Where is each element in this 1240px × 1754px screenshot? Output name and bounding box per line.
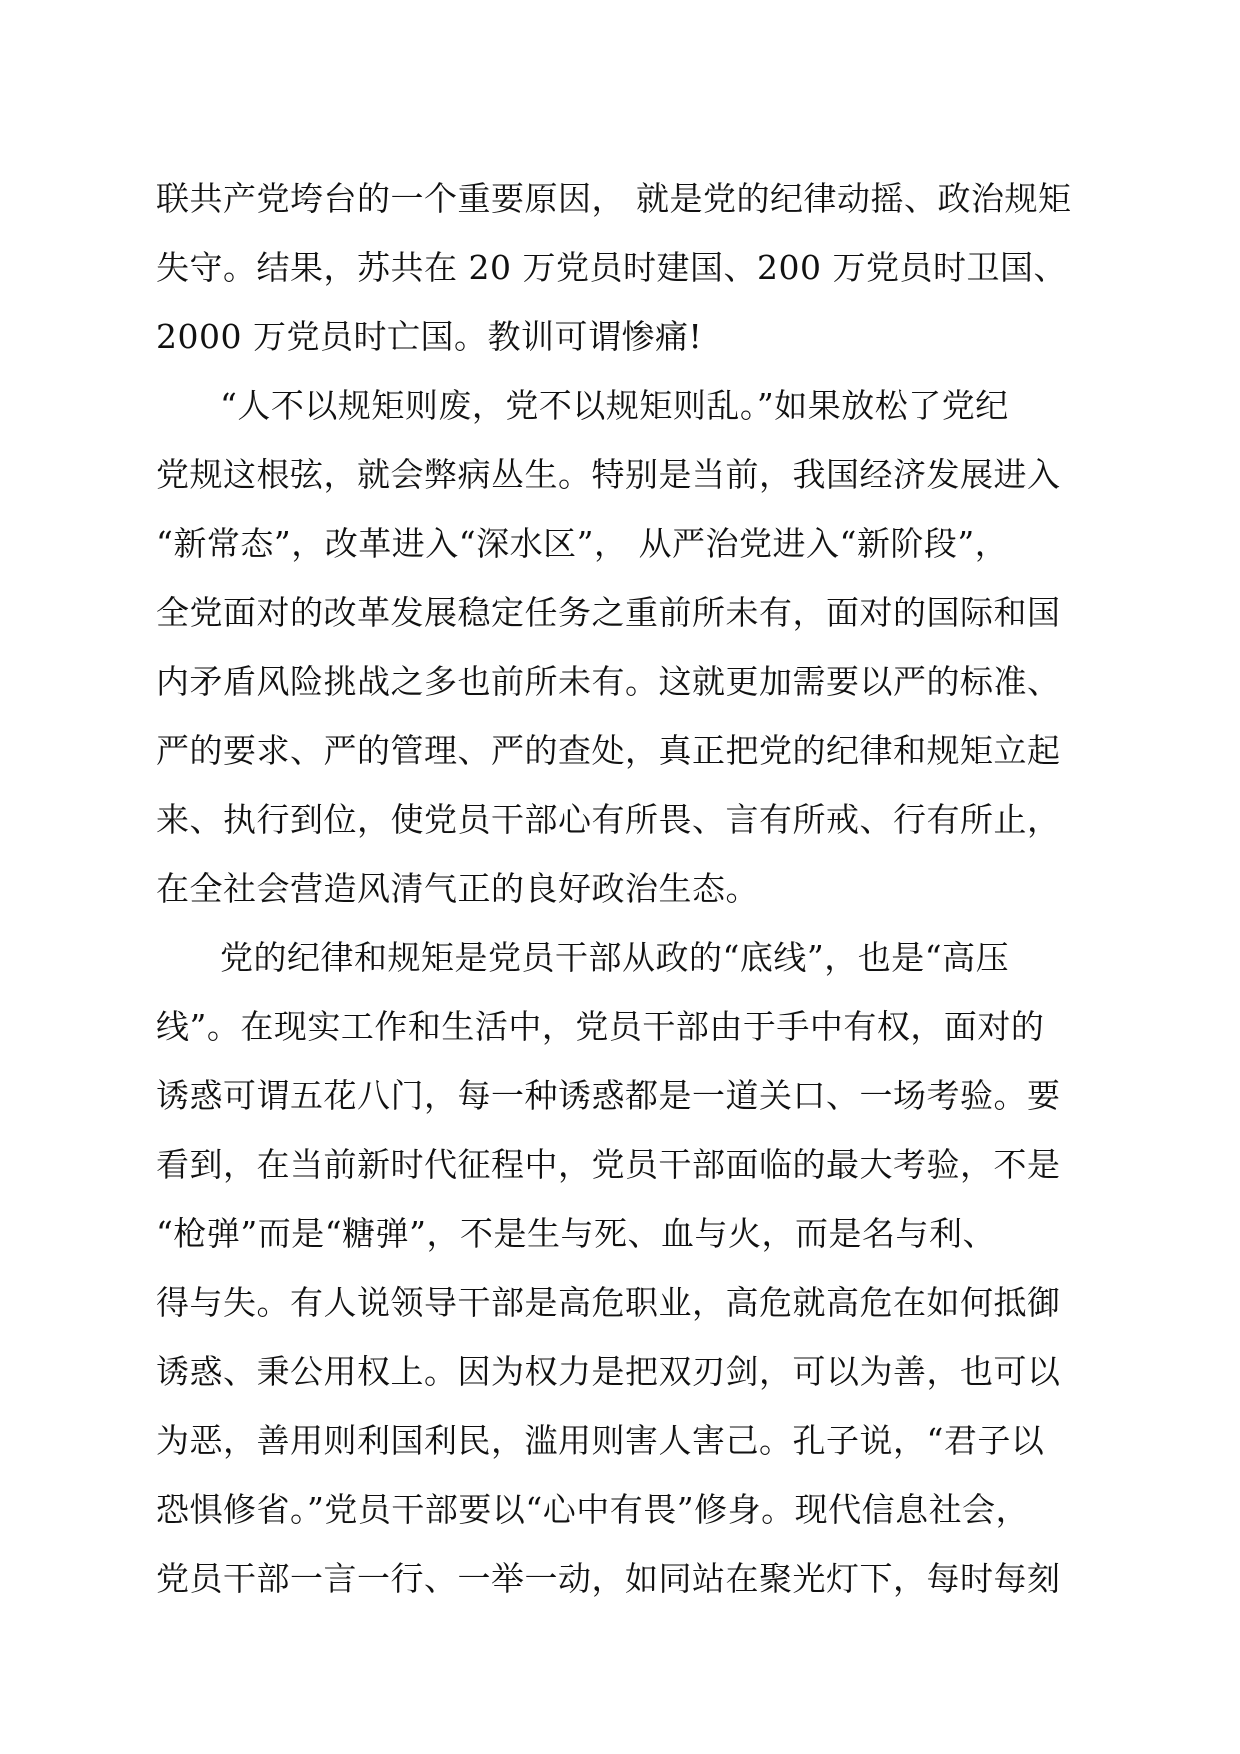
text-line: 来、执行到位，使党员干部心有所畏、言有所戒、行有所止， — [156, 800, 1061, 839]
text-line: 2000 万党员时亡国。教训可谓惨痛! — [156, 317, 703, 356]
text-line: 全党面对的改革发展稳定任务之重前所未有，面对的国际和国 — [156, 593, 1061, 632]
text-line: 失守。结果，苏共在 20 万党员时建国、200 万党员时卫国、 — [156, 248, 1067, 287]
text-line: “人不以规矩则废，党不以规矩则乱。”如果放松了党纪 — [220, 386, 1009, 425]
text-line: 党员干部一言一行、一举一动，如同站在聚光灯下，每时每刻 — [156, 1559, 1061, 1598]
text-line: 在全社会营造风清气正的良好政治生态。 — [156, 869, 759, 908]
text-line: “枪弹”而是“糖弹”，不是生与死、血与火，而是名与利、 — [156, 1214, 996, 1253]
text-line: 为恶，善用则利国利民，滥用则害人害己。孔子说，“君子以 — [156, 1421, 1045, 1460]
text-line: 恐惧修省。”党员干部要以“心中有畏”修身。现代信息社会， — [156, 1490, 1030, 1529]
text-line: 得与失。有人说领导干部是高危职业，高危就高危在如何抵御 — [156, 1283, 1061, 1322]
text-line: 党规这根弦，就会弊病丛生。特别是当前，我国经济发展进入 — [156, 455, 1061, 494]
text-line: 党的纪律和规矩是党员干部从政的“底线”，也是“高压 — [220, 938, 1010, 977]
text-line: 内矛盾风险挑战之多也前所未有。这就更加需要以严的标准、 — [156, 662, 1061, 701]
text-line: 线”。在现实工作和生活中，党员干部由于手中有权，面对的 — [156, 1007, 1045, 1046]
text-line: 联共产党垮台的一个重要原因， 就是党的纪律动摇、政治规矩 — [156, 179, 1072, 218]
text-line: 严的要求、严的管理、严的查处，真正把党的纪律和规矩立起 — [156, 731, 1061, 770]
text-line: 诱惑、秉公用权上。因为权力是把双刃剑，可以为善，也可以 — [156, 1352, 1061, 1391]
text-line: 看到，在当前新时代征程中，党员干部面临的最大考验，不是 — [156, 1145, 1061, 1184]
text-line: “新常态”，改革进入“深水区”， 从严治党进入“新阶段”， — [156, 524, 1009, 563]
text-line: 诱惑可谓五花八门，每一种诱惑都是一道关口、一场考验。要 — [156, 1076, 1061, 1115]
